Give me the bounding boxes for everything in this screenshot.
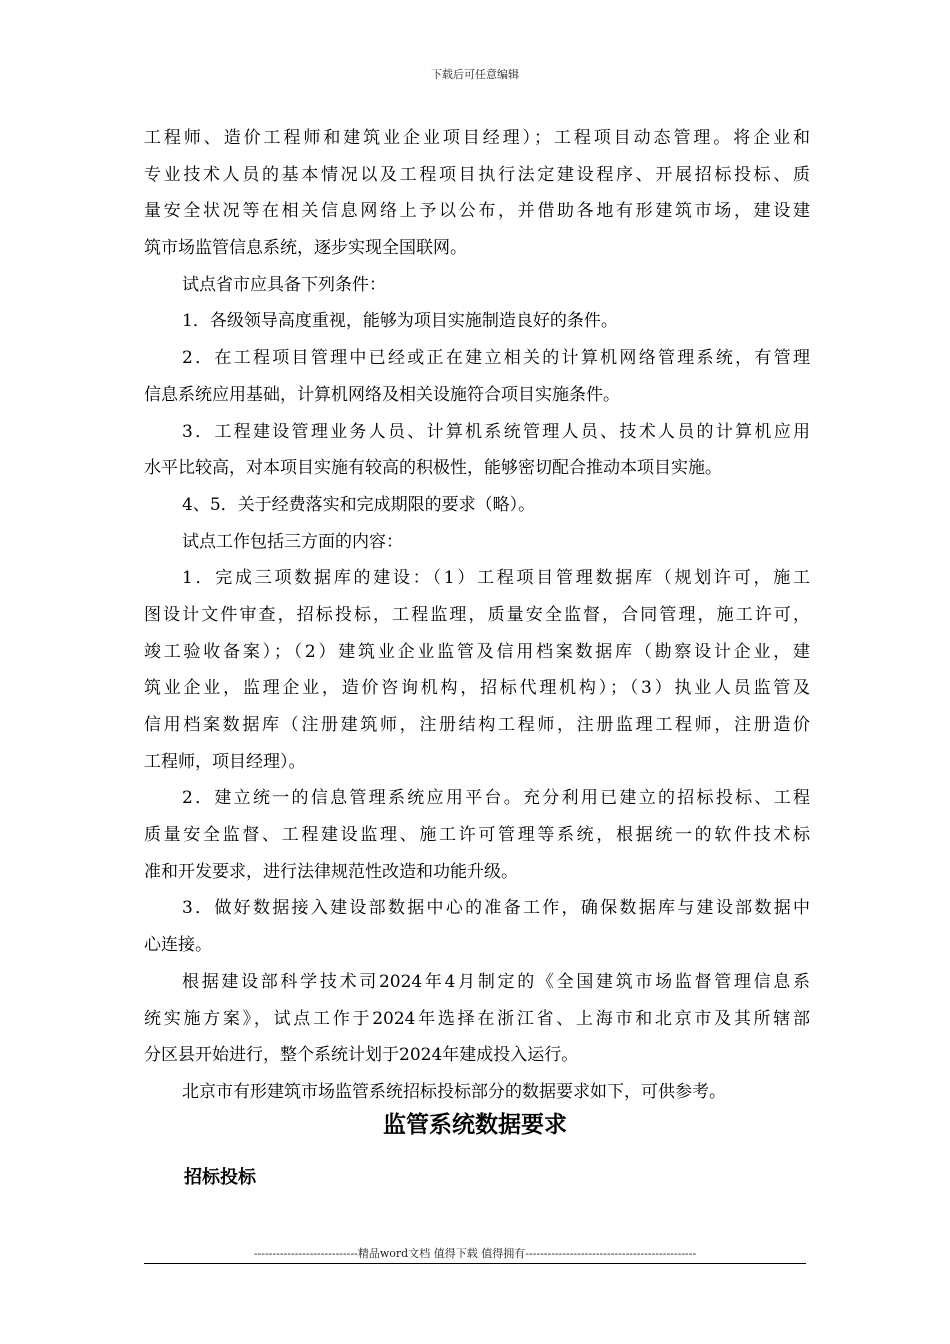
paragraph-line: 4、5．关于经费落实和完成期限的要求（略）。 xyxy=(182,494,536,515)
paragraph-line: 1．各级领导高度重视，能够为项目实施制造良好的条件。 xyxy=(182,311,618,332)
subsection-title: 招标投标 xyxy=(184,1167,256,1188)
paragraph-line: 专业技术人员的基本情况以及工程项目执行法定建设程序、开展招标投标、质 xyxy=(144,164,810,185)
paragraph-line: 信息系统应用基础，计算机网络及相关设施符合项目实施条件。 xyxy=(144,384,620,405)
paragraph-line: 水平比较高，对本项目实施有较高的积极性，能够密切配合推动本项目实施。 xyxy=(144,458,722,479)
section-title: 监管系统数据要求 xyxy=(383,1112,567,1138)
paragraph-line: 心连接。 xyxy=(144,935,212,956)
paragraph-line: 准和开发要求，进行法律规范性改造和功能升级。 xyxy=(144,861,518,882)
document-body xyxy=(144,120,810,1111)
paragraph-line: 分区县开始进行，整个系统计划于2024年建成投入运行。 xyxy=(144,1045,579,1066)
paragraph-line: 北京市有形建筑市场监管系统招标投标部分的数据要求如下，可供参考。 xyxy=(182,1081,726,1102)
paragraph-line: 信用档案数据库（注册建筑师，注册结构工程师，注册监理工程师，注册造价 xyxy=(144,715,810,735)
paragraph-line: 1．完成三项数据库的建设：（1）工程项目管理数据库（规划许可，施工 xyxy=(182,568,810,589)
paragraph-line: 试点省市应具备下列条件： xyxy=(182,274,386,295)
page-header: 下载后可任意编辑 xyxy=(431,68,519,81)
paragraph-line: 3．工程建设管理业务人员、计算机系统管理人员、技术人员的计算机应用 xyxy=(182,421,810,442)
paragraph-line: 质量安全监督、工程建设监理、施工许可管理等系统，根据统一的软件技术标 xyxy=(144,825,810,846)
paragraph-line: 图设计文件审查，招标投标，工程监理，质量安全监督，合同管理，施工许可， xyxy=(144,604,810,625)
paragraph-line: 工程师、造价工程师和建筑业企业项目经理）；工程项目动态管理。将企业和 xyxy=(144,128,810,148)
paragraph-line: 竣工验收备案）；（2）建筑业企业监管及信用档案数据库（勘察设计企业，建 xyxy=(144,641,810,662)
footer-divider xyxy=(144,1263,806,1264)
paragraph-line: 筑市场监管信息系统，逐步实现全国联网。 xyxy=(144,238,467,259)
paragraph-line: 2．建立统一的信息管理系统应用平台。充分利用已建立的招标投标、工程 xyxy=(182,788,810,809)
paragraph-line: 根据建设部科学技术司2024年4月制定的《全国建筑市场监督管理信息系 xyxy=(182,971,810,992)
paragraph-line: 筑业企业，监理企业，造价咨询机构，招标代理机构）；（3）执业人员监管及 xyxy=(144,678,810,699)
paragraph-line: 3．做好数据接入建设部数据中心的准备工作，确保数据库与建设部数据中 xyxy=(182,898,810,919)
paragraph-line: 统实施方案》，试点工作于2024年选择在浙江省、上海市和北京市及其所辖部 xyxy=(144,1008,810,1029)
paragraph-line: 工程师，项目经理）。 xyxy=(144,751,306,772)
paragraph-line: 2．在工程项目管理中已经或正在建立相关的计算机网络管理系统，有管理 xyxy=(182,348,810,369)
paragraph-line: 量安全状况等在相关信息网络上予以公布，并借助各地有形建筑市场，建设建 xyxy=(144,201,810,222)
paragraph-line: 试点工作包括三方面的内容： xyxy=(182,531,403,552)
page-footer: ----------------------------精品word文档 值得下载 值得拥有---------------------------------------------- xyxy=(253,1247,697,1260)
